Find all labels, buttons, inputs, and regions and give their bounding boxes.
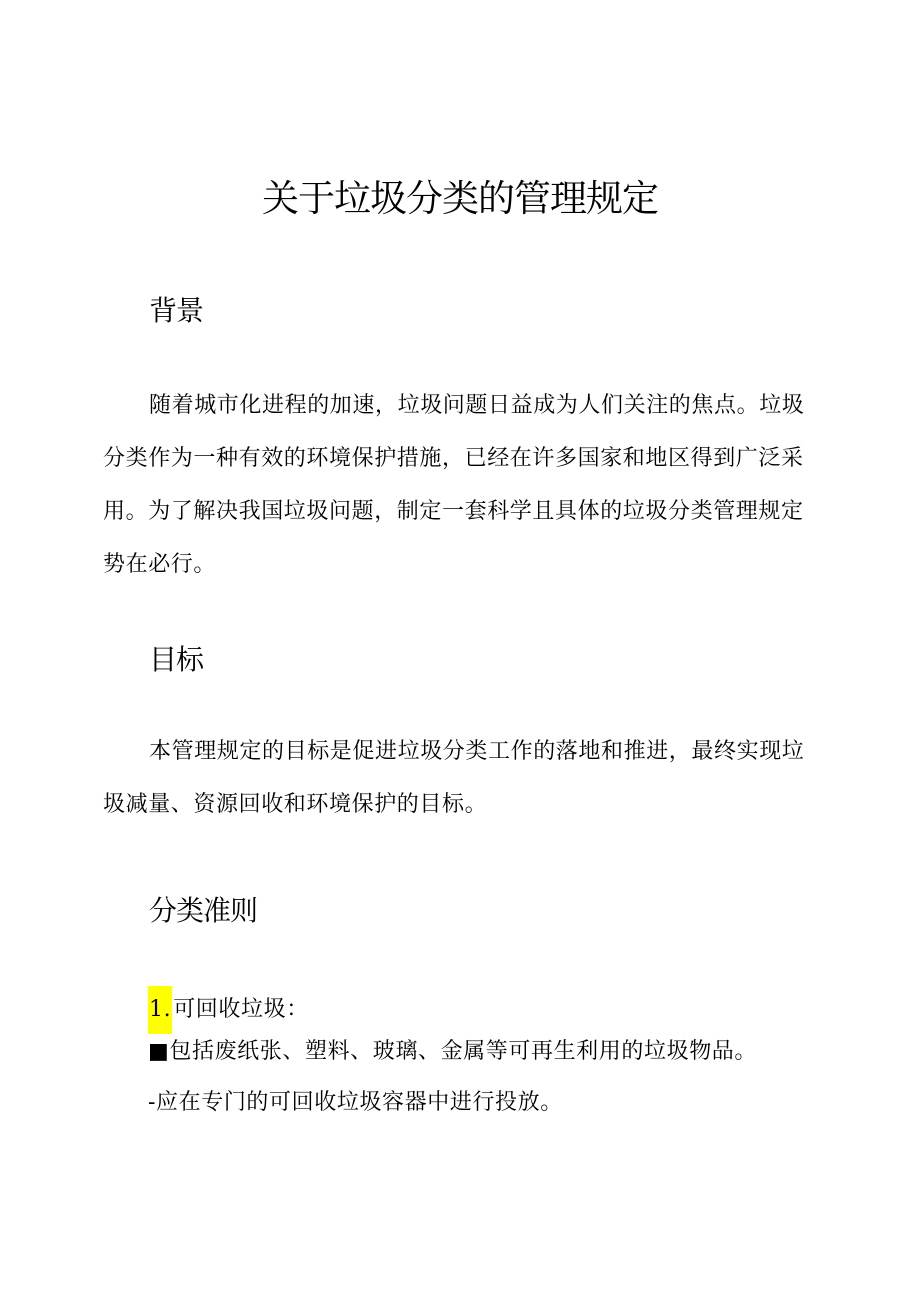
list-number-highlight: 1.	[148, 986, 172, 1034]
section-heading-goal: 目标	[149, 643, 204, 676]
list-item-label: 可回收垃圾：	[173, 997, 309, 1022]
list-item-recyclable	[148, 986, 309, 1034]
section-heading-criteria: 分类准则	[149, 894, 258, 927]
list-item-recyclable-description: ■包括废纸张、塑料、玻璃、金属等可再生利用的垃圾物品。	[148, 1039, 757, 1064]
list-item-recyclable-instruction: -应在专门的可回收垃圾容器中进行投放。	[148, 1090, 563, 1115]
background-paragraph: 随着城市化进程的加速，垃圾问题日益成为人们关注的焦点。垃圾分类作为一种有效的环境保护措施，已经在许多国家和地区得到广泛采用。为了解决我国垃圾问题，制定一套科学且具体的垃圾分类管理规定势在必行。	[103, 393, 805, 577]
document-title: 关于垃圾分类的管理规定	[262, 177, 658, 220]
section-heading-background: 背景	[149, 294, 204, 327]
goal-paragraph: 本管理规定的目标是促进垃圾分类工作的落地和推进，最终实现垃圾减量、资源回收和环境保护的目标。	[103, 739, 805, 817]
